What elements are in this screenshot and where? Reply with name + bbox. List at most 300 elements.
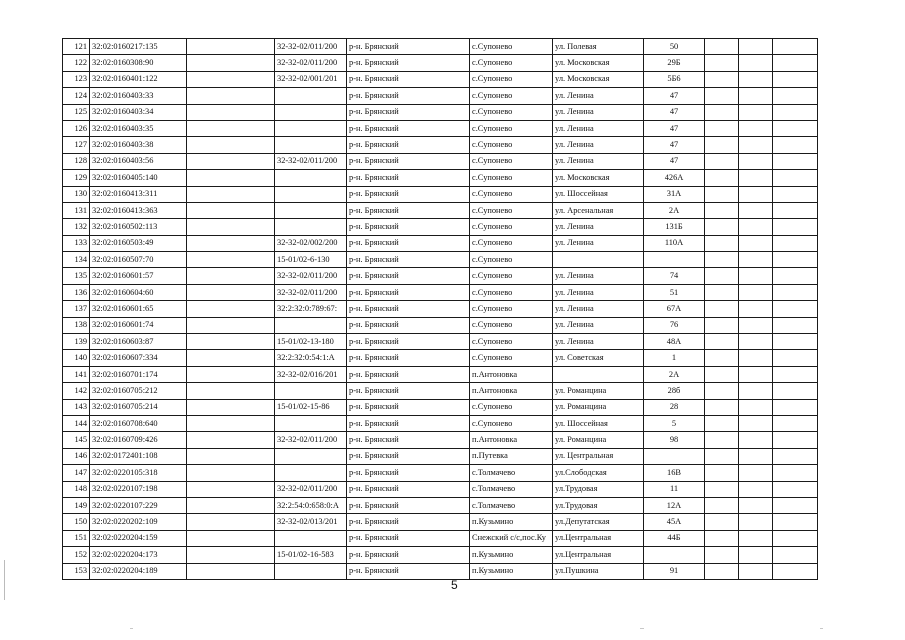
blank-cell bbox=[739, 497, 773, 513]
blank-cell bbox=[187, 268, 275, 284]
blank-cell bbox=[773, 334, 818, 350]
district-cell: р-н. Брянский bbox=[347, 39, 470, 55]
house-number-cell: 29Б bbox=[644, 55, 705, 71]
blank-cell bbox=[773, 202, 818, 218]
row-number-cell: 150 bbox=[63, 514, 90, 530]
registration-number-cell: 32:2:32:0:54:1:А bbox=[275, 350, 347, 366]
blank-cell bbox=[187, 547, 275, 563]
row-number-cell: 123 bbox=[63, 71, 90, 87]
blank-cell bbox=[705, 383, 739, 399]
registration-number-cell bbox=[275, 104, 347, 120]
row-number-cell: 129 bbox=[63, 170, 90, 186]
table-row bbox=[63, 120, 818, 136]
house-number-cell: 91 bbox=[644, 563, 705, 579]
row-number-cell: 152 bbox=[63, 547, 90, 563]
settlement-cell: п.Кузьмино bbox=[470, 547, 553, 563]
table-row bbox=[63, 235, 818, 251]
settlement-cell: с.Супонево bbox=[470, 334, 553, 350]
blank-cell bbox=[705, 170, 739, 186]
district-cell: р-н. Брянский bbox=[347, 170, 470, 186]
table-row bbox=[63, 481, 818, 497]
blank-cell bbox=[739, 432, 773, 448]
blank-cell bbox=[773, 350, 818, 366]
registration-number-cell: 32-32-02/013/201 bbox=[275, 514, 347, 530]
house-number-cell: 47 bbox=[644, 88, 705, 104]
blank-cell bbox=[773, 399, 818, 415]
registration-number-cell: 15-01/02-16-583 bbox=[275, 547, 347, 563]
blank-cell bbox=[773, 39, 818, 55]
table-row bbox=[63, 186, 818, 202]
row-number-cell: 125 bbox=[63, 104, 90, 120]
street-cell: ул. Ленина bbox=[553, 219, 644, 235]
blank-cell bbox=[739, 71, 773, 87]
blank-cell bbox=[773, 448, 818, 464]
table-row bbox=[63, 301, 818, 317]
street-cell: ул. Центральная bbox=[553, 448, 644, 464]
row-number-cell: 127 bbox=[63, 137, 90, 153]
blank-cell bbox=[187, 170, 275, 186]
street-cell: ул.Слободская bbox=[553, 465, 644, 481]
street-cell: ул. Романцина bbox=[553, 399, 644, 415]
district-cell: р-н. Брянский bbox=[347, 235, 470, 251]
blank-cell bbox=[739, 186, 773, 202]
blank-cell bbox=[187, 399, 275, 415]
blank-cell bbox=[187, 497, 275, 513]
district-cell: р-н. Брянский bbox=[347, 317, 470, 333]
blank-cell bbox=[187, 186, 275, 202]
blank-cell bbox=[739, 301, 773, 317]
registration-number-cell: 32-32-02/001/201 bbox=[275, 71, 347, 87]
settlement-cell: п.Антоновка bbox=[470, 366, 553, 382]
district-cell: р-н. Брянский bbox=[347, 448, 470, 464]
row-number-cell: 141 bbox=[63, 366, 90, 382]
registration-number-cell bbox=[275, 415, 347, 431]
street-cell: ул.Центральная bbox=[553, 530, 644, 546]
blank-cell bbox=[705, 465, 739, 481]
blank-cell bbox=[773, 268, 818, 284]
scan-edge-mark bbox=[4, 560, 5, 600]
row-number-cell: 146 bbox=[63, 448, 90, 464]
settlement-cell: п.Антоновка bbox=[470, 432, 553, 448]
cadastral-number-cell: 32:02:0160217:135 bbox=[90, 39, 187, 55]
house-number-cell: 28 bbox=[644, 399, 705, 415]
settlement-cell: с.Супонево bbox=[470, 104, 553, 120]
district-cell: р-н. Брянский bbox=[347, 88, 470, 104]
blank-cell bbox=[739, 104, 773, 120]
blank-cell bbox=[187, 465, 275, 481]
street-cell: ул.Пушкина bbox=[553, 563, 644, 579]
cadastral-number-cell: 32:02:0160709:426 bbox=[90, 432, 187, 448]
blank-cell bbox=[705, 399, 739, 415]
house-number-cell: 426А bbox=[644, 170, 705, 186]
blank-cell bbox=[739, 284, 773, 300]
scan-speck bbox=[640, 628, 644, 629]
row-number-cell: 139 bbox=[63, 334, 90, 350]
cadastral-number-cell: 32:02:0160503:49 bbox=[90, 235, 187, 251]
registration-number-cell bbox=[275, 137, 347, 153]
blank-cell bbox=[773, 137, 818, 153]
table-row bbox=[63, 137, 818, 153]
registration-number-cell: 32-32-02/016/201 bbox=[275, 366, 347, 382]
settlement-cell: с.Толмачево bbox=[470, 465, 553, 481]
registration-number-cell: 32-32-02/011/200 bbox=[275, 284, 347, 300]
house-number-cell: 44Б bbox=[644, 530, 705, 546]
cadastral-number-cell: 32:02:0220107:198 bbox=[90, 481, 187, 497]
blank-cell bbox=[773, 317, 818, 333]
cadastral-number-cell: 32:02:0160413:363 bbox=[90, 202, 187, 218]
row-number-cell: 151 bbox=[63, 530, 90, 546]
row-number-cell: 145 bbox=[63, 432, 90, 448]
house-number-cell: 74 bbox=[644, 268, 705, 284]
settlement-cell: с.Супонево bbox=[470, 252, 553, 268]
table-row bbox=[63, 284, 818, 300]
blank-cell bbox=[773, 71, 818, 87]
table-row bbox=[63, 104, 818, 120]
registration-number-cell: 32:2:54:0:658:0:А bbox=[275, 497, 347, 513]
house-number-cell: 2А bbox=[644, 202, 705, 218]
district-cell: р-н. Брянский bbox=[347, 153, 470, 169]
street-cell: ул.Центральная bbox=[553, 547, 644, 563]
table-row bbox=[63, 415, 818, 431]
district-cell: р-н. Брянский bbox=[347, 55, 470, 71]
registration-number-cell: 15-01/02-15-86 bbox=[275, 399, 347, 415]
blank-cell bbox=[187, 383, 275, 399]
blank-cell bbox=[739, 465, 773, 481]
registration-number-cell: 32-32-02/011/200 bbox=[275, 268, 347, 284]
blank-cell bbox=[187, 432, 275, 448]
cadastral-number-cell: 32:02:0160705:212 bbox=[90, 383, 187, 399]
street-cell: ул. Ленина bbox=[553, 104, 644, 120]
registration-number-cell: 32-32-02/011/200 bbox=[275, 432, 347, 448]
blank-cell bbox=[739, 120, 773, 136]
blank-cell bbox=[705, 317, 739, 333]
blank-cell bbox=[773, 170, 818, 186]
row-number-cell: 147 bbox=[63, 465, 90, 481]
blank-cell bbox=[705, 39, 739, 55]
blank-cell bbox=[705, 252, 739, 268]
street-cell: ул. Ленина bbox=[553, 137, 644, 153]
blank-cell bbox=[705, 219, 739, 235]
property-register-table bbox=[62, 38, 818, 580]
street-cell: ул.Трудовая bbox=[553, 481, 644, 497]
blank-cell bbox=[187, 530, 275, 546]
house-number-cell: 110А bbox=[644, 235, 705, 251]
cadastral-number-cell: 32:02:0220105:318 bbox=[90, 465, 187, 481]
row-number-cell: 137 bbox=[63, 301, 90, 317]
table-row bbox=[63, 366, 818, 382]
district-cell: р-н. Брянский bbox=[347, 399, 470, 415]
district-cell: р-н. Брянский bbox=[347, 268, 470, 284]
blank-cell bbox=[187, 153, 275, 169]
blank-cell bbox=[773, 530, 818, 546]
blank-cell bbox=[187, 481, 275, 497]
house-number-cell: 5 bbox=[644, 415, 705, 431]
street-cell: ул. Московская bbox=[553, 170, 644, 186]
blank-cell bbox=[187, 448, 275, 464]
table-row bbox=[63, 448, 818, 464]
blank-cell bbox=[705, 530, 739, 546]
table-row bbox=[63, 88, 818, 104]
blank-cell bbox=[187, 120, 275, 136]
blank-cell bbox=[187, 137, 275, 153]
row-number-cell: 124 bbox=[63, 88, 90, 104]
district-cell: р-н. Брянский bbox=[347, 497, 470, 513]
blank-cell bbox=[773, 432, 818, 448]
settlement-cell: с.Супонево bbox=[470, 55, 553, 71]
blank-cell bbox=[773, 514, 818, 530]
blank-cell bbox=[739, 317, 773, 333]
registration-number-cell bbox=[275, 465, 347, 481]
settlement-cell: с.Супонево bbox=[470, 284, 553, 300]
house-number-cell: 1 bbox=[644, 350, 705, 366]
registration-number-cell bbox=[275, 186, 347, 202]
blank-cell bbox=[739, 88, 773, 104]
table-row bbox=[63, 39, 818, 55]
blank-cell bbox=[773, 415, 818, 431]
district-cell: р-н. Брянский bbox=[347, 71, 470, 87]
blank-cell bbox=[739, 514, 773, 530]
settlement-cell: с.Супонево bbox=[470, 219, 553, 235]
registration-number-cell bbox=[275, 448, 347, 464]
district-cell: р-н. Брянский bbox=[347, 202, 470, 218]
settlement-cell: с.Супонево bbox=[470, 120, 553, 136]
settlement-cell: с.Толмачево bbox=[470, 481, 553, 497]
registration-number-cell: 32-32-02/011/200 bbox=[275, 39, 347, 55]
blank-cell bbox=[705, 432, 739, 448]
blank-cell bbox=[773, 153, 818, 169]
registration-number-cell bbox=[275, 317, 347, 333]
cadastral-number-cell: 32:02:0160701:174 bbox=[90, 366, 187, 382]
house-number-cell: 131Б bbox=[644, 219, 705, 235]
street-cell: ул. Арсенальная bbox=[553, 202, 644, 218]
street-cell: ул. Ленина bbox=[553, 317, 644, 333]
registration-number-cell bbox=[275, 202, 347, 218]
blank-cell bbox=[187, 104, 275, 120]
row-number-cell: 131 bbox=[63, 202, 90, 218]
house-number-cell bbox=[644, 448, 705, 464]
blank-cell bbox=[739, 563, 773, 579]
house-number-cell bbox=[644, 547, 705, 563]
blank-cell bbox=[739, 137, 773, 153]
cadastral-number-cell: 32:02:0160601:74 bbox=[90, 317, 187, 333]
blank-cell bbox=[773, 252, 818, 268]
blank-cell bbox=[705, 415, 739, 431]
house-number-cell: 98 bbox=[644, 432, 705, 448]
street-cell: ул. Ленина bbox=[553, 268, 644, 284]
cadastral-number-cell: 32:02:0160403:34 bbox=[90, 104, 187, 120]
registration-number-cell bbox=[275, 530, 347, 546]
cadastral-number-cell: 32:02:0172401:108 bbox=[90, 448, 187, 464]
blank-cell bbox=[705, 120, 739, 136]
blank-cell bbox=[739, 383, 773, 399]
blank-cell bbox=[705, 514, 739, 530]
settlement-cell: с.Супонево bbox=[470, 301, 553, 317]
registration-number-cell bbox=[275, 563, 347, 579]
district-cell: р-н. Брянский bbox=[347, 530, 470, 546]
blank-cell bbox=[739, 415, 773, 431]
settlement-cell: с.Супонево bbox=[470, 202, 553, 218]
settlement-cell: п.Кузьмино bbox=[470, 514, 553, 530]
row-number-cell: 149 bbox=[63, 497, 90, 513]
settlement-cell: с.Супонево bbox=[470, 317, 553, 333]
blank-cell bbox=[773, 481, 818, 497]
blank-cell bbox=[739, 268, 773, 284]
house-number-cell: 76 bbox=[644, 317, 705, 333]
street-cell: ул. Шоссейная bbox=[553, 186, 644, 202]
cadastral-number-cell: 32:02:0220204:189 bbox=[90, 563, 187, 579]
blank-cell bbox=[773, 284, 818, 300]
row-number-cell: 136 bbox=[63, 284, 90, 300]
street-cell: ул. Московская bbox=[553, 71, 644, 87]
row-number-cell: 148 bbox=[63, 481, 90, 497]
cadastral-number-cell: 32:02:0220107:229 bbox=[90, 497, 187, 513]
cadastral-number-cell: 32:02:0220202:109 bbox=[90, 514, 187, 530]
table-row bbox=[63, 334, 818, 350]
blank-cell bbox=[739, 202, 773, 218]
street-cell: ул. Ленина bbox=[553, 153, 644, 169]
cadastral-number-cell: 32:02:0160403:56 bbox=[90, 153, 187, 169]
street-cell: ул. Романцина bbox=[553, 383, 644, 399]
row-number-cell: 126 bbox=[63, 120, 90, 136]
house-number-cell: 2А bbox=[644, 366, 705, 382]
settlement-cell: Снежский с/с,пос.Ку bbox=[470, 530, 553, 546]
row-number-cell: 140 bbox=[63, 350, 90, 366]
blank-cell bbox=[705, 284, 739, 300]
house-number-cell: 31А bbox=[644, 186, 705, 202]
blank-cell bbox=[773, 383, 818, 399]
street-cell: ул. Московская bbox=[553, 55, 644, 71]
cadastral-number-cell: 32:02:0160601:57 bbox=[90, 268, 187, 284]
blank-cell bbox=[705, 366, 739, 382]
blank-cell bbox=[705, 350, 739, 366]
house-number-cell: 47 bbox=[644, 104, 705, 120]
table-row bbox=[63, 563, 818, 579]
district-cell: р-н. Брянский bbox=[347, 334, 470, 350]
settlement-cell: п.Кузьмино bbox=[470, 563, 553, 579]
blank-cell bbox=[187, 317, 275, 333]
settlement-cell: с.Супонево bbox=[470, 350, 553, 366]
blank-cell bbox=[739, 334, 773, 350]
street-cell: ул. Ленина bbox=[553, 120, 644, 136]
street-cell bbox=[553, 252, 644, 268]
house-number-cell: 67А bbox=[644, 301, 705, 317]
district-cell: р-н. Брянский bbox=[347, 186, 470, 202]
blank-cell bbox=[773, 366, 818, 382]
table-row bbox=[63, 170, 818, 186]
settlement-cell: с.Супонево bbox=[470, 399, 553, 415]
house-number-cell bbox=[644, 252, 705, 268]
scan-speck bbox=[820, 628, 823, 629]
blank-cell bbox=[705, 153, 739, 169]
blank-cell bbox=[705, 137, 739, 153]
registration-number-cell: 32-32-02/011/200 bbox=[275, 481, 347, 497]
cadastral-number-cell: 32:02:0160308:90 bbox=[90, 55, 187, 71]
house-number-cell: 51 bbox=[644, 284, 705, 300]
house-number-cell: 11 bbox=[644, 481, 705, 497]
blank-cell bbox=[187, 88, 275, 104]
cadastral-number-cell: 32:02:0160708:640 bbox=[90, 415, 187, 431]
settlement-cell: с.Супонево bbox=[470, 186, 553, 202]
settlement-cell: п.Антоновка bbox=[470, 383, 553, 399]
house-number-cell: 47 bbox=[644, 120, 705, 136]
blank-cell bbox=[187, 202, 275, 218]
street-cell: ул.Трудовая bbox=[553, 497, 644, 513]
settlement-cell: с.Супонево bbox=[470, 268, 553, 284]
district-cell: р-н. Брянский bbox=[347, 514, 470, 530]
blank-cell bbox=[739, 252, 773, 268]
district-cell: р-н. Брянский bbox=[347, 366, 470, 382]
scan-speck bbox=[130, 628, 133, 629]
street-cell: ул. Советская bbox=[553, 350, 644, 366]
district-cell: р-н. Брянский bbox=[347, 137, 470, 153]
house-number-cell: 50 bbox=[644, 39, 705, 55]
house-number-cell: 45А bbox=[644, 514, 705, 530]
registration-number-cell: 15-01/02-6-130 bbox=[275, 252, 347, 268]
blank-cell bbox=[739, 399, 773, 415]
blank-cell bbox=[773, 497, 818, 513]
row-number-cell: 143 bbox=[63, 399, 90, 415]
blank-cell bbox=[739, 350, 773, 366]
row-number-cell: 121 bbox=[63, 39, 90, 55]
cadastral-number-cell: 32:02:0160401:122 bbox=[90, 71, 187, 87]
street-cell bbox=[553, 366, 644, 382]
registration-number-cell bbox=[275, 219, 347, 235]
district-cell: р-н. Брянский bbox=[347, 563, 470, 579]
district-cell: р-н. Брянский bbox=[347, 383, 470, 399]
registration-number-cell: 32-32-02/011/200 bbox=[275, 153, 347, 169]
district-cell: р-н. Брянский bbox=[347, 219, 470, 235]
blank-cell bbox=[705, 497, 739, 513]
blank-cell bbox=[773, 104, 818, 120]
blank-cell bbox=[187, 301, 275, 317]
cadastral-number-cell: 32:02:0160507:70 bbox=[90, 252, 187, 268]
blank-cell bbox=[187, 514, 275, 530]
table-row bbox=[63, 399, 818, 415]
blank-cell bbox=[773, 120, 818, 136]
table-row bbox=[63, 350, 818, 366]
table-row bbox=[63, 153, 818, 169]
street-cell: ул. Ленина bbox=[553, 301, 644, 317]
street-cell: ул. Романцина bbox=[553, 432, 644, 448]
settlement-cell: с.Толмачево bbox=[470, 497, 553, 513]
blank-cell bbox=[705, 104, 739, 120]
street-cell: ул. Шоссейная bbox=[553, 415, 644, 431]
register-table-body bbox=[63, 39, 818, 580]
house-number-cell: 47 bbox=[644, 137, 705, 153]
table-row bbox=[63, 202, 818, 218]
registration-number-cell bbox=[275, 88, 347, 104]
blank-cell bbox=[705, 186, 739, 202]
settlement-cell: с.Супонево bbox=[470, 235, 553, 251]
house-number-cell: 48А bbox=[644, 334, 705, 350]
settlement-cell: с.Супонево bbox=[470, 170, 553, 186]
row-number-cell: 130 bbox=[63, 186, 90, 202]
district-cell: р-н. Брянский bbox=[347, 301, 470, 317]
blank-cell bbox=[773, 235, 818, 251]
house-number-cell: 28б bbox=[644, 383, 705, 399]
blank-cell bbox=[739, 55, 773, 71]
row-number-cell: 144 bbox=[63, 415, 90, 431]
blank-cell bbox=[773, 563, 818, 579]
blank-cell bbox=[705, 55, 739, 71]
row-number-cell: 138 bbox=[63, 317, 90, 333]
blank-cell bbox=[739, 153, 773, 169]
cadastral-number-cell: 32:02:0160705:214 bbox=[90, 399, 187, 415]
house-number-cell: 5Б6 bbox=[644, 71, 705, 87]
blank-cell bbox=[773, 88, 818, 104]
settlement-cell: п.Путевка bbox=[470, 448, 553, 464]
cadastral-number-cell: 32:02:0160601:65 bbox=[90, 301, 187, 317]
